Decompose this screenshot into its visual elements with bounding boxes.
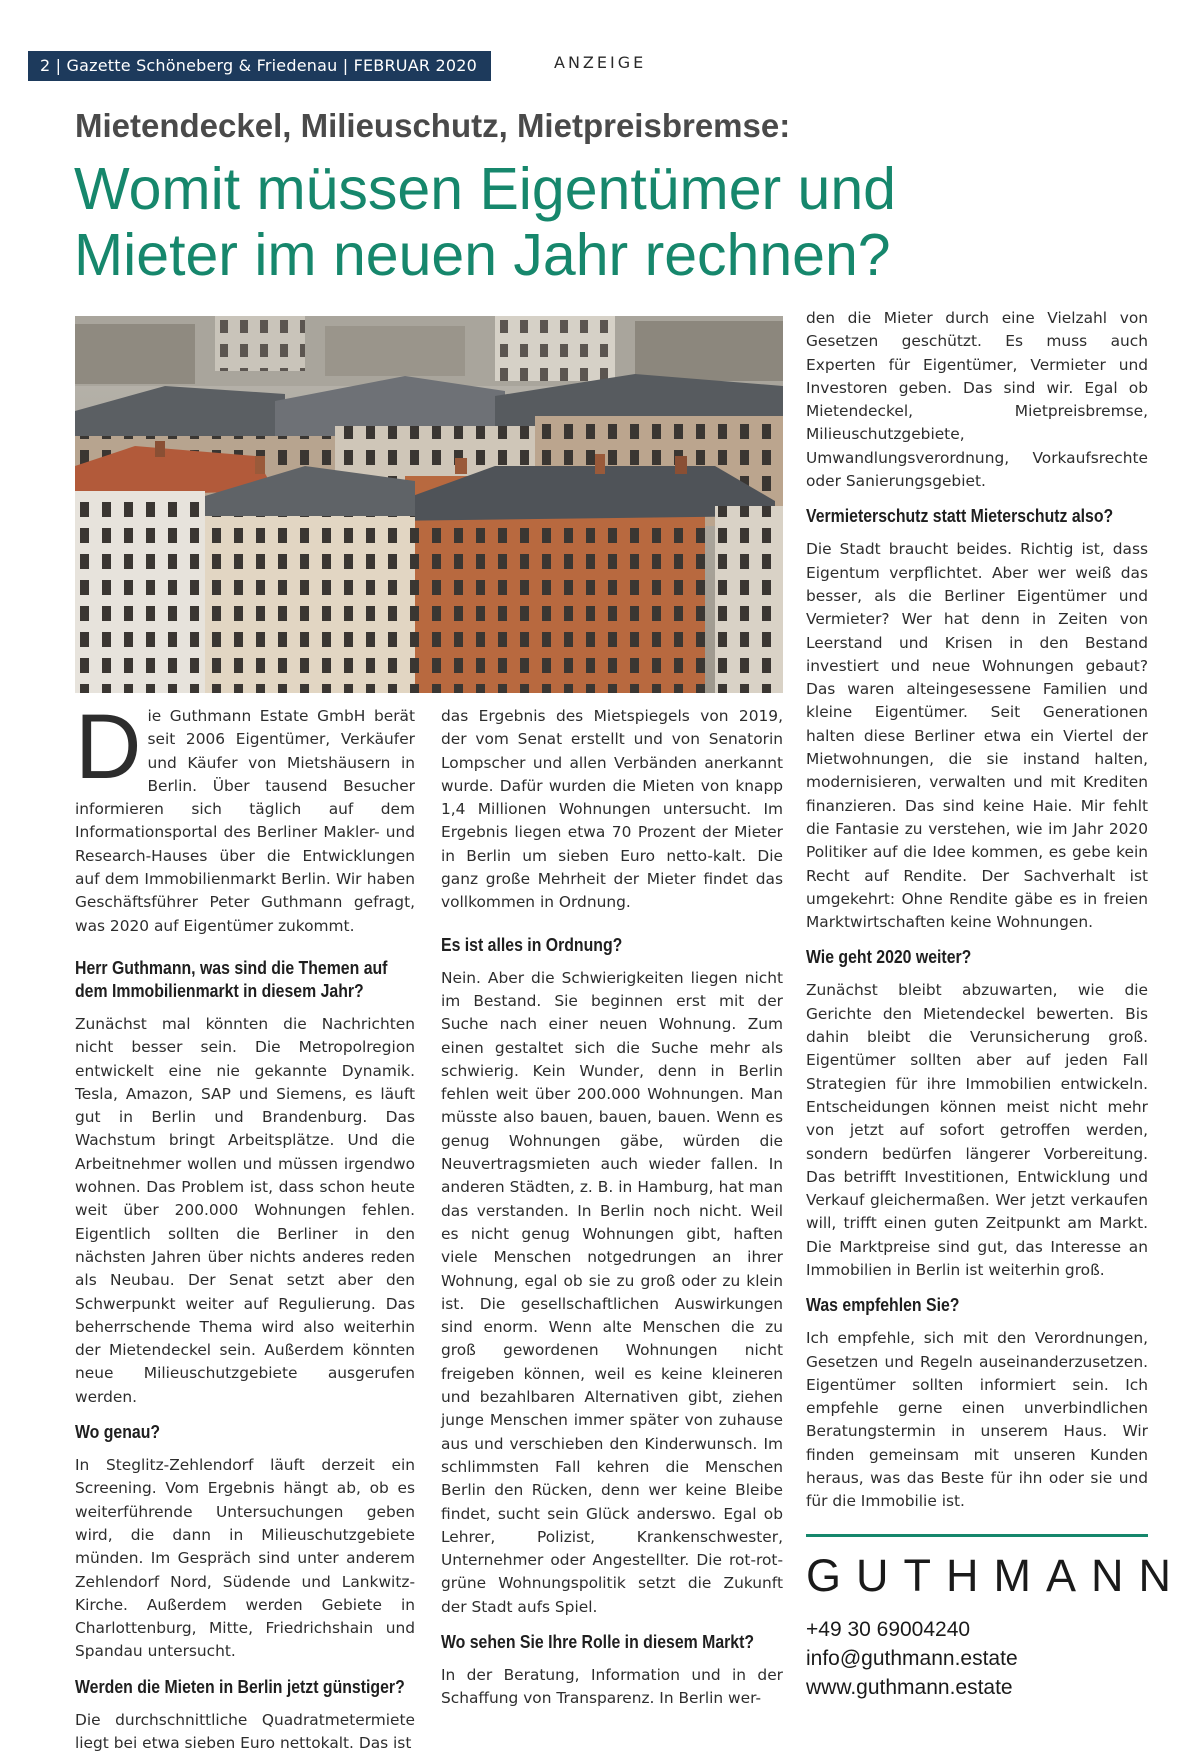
city-rooftops-photo xyxy=(75,316,783,693)
contact-block xyxy=(806,1615,1148,1702)
intro-text: ie Guthmann Estate GmbH berät seit 2006 Eigentümer, Verkäufer und Käufer von Mietshäusern in Berlin. Über tausend Besucher informieren sich täglich auf dem Informationsportal des Berliner Makler- und Research-Hauses über die Entwicklungen auf dem Immobilienmarkt Berlin. Wir haben Geschäftsführer Peter Guthmann gefragt, was 2020 auf Eigentümer zukommt. xyxy=(75,707,415,935)
article-column-2 xyxy=(441,705,783,1711)
question-topics: Herr Guthmann, was sind die Themen auf dem Immobilienmarkt in diesem Jahr? xyxy=(75,957,388,1001)
guthmann-logo: GUTHMANN xyxy=(806,1549,1186,1601)
question-role: Wo sehen Sie Ihre Rolle in diesem Markt? xyxy=(441,1631,755,1652)
green-divider xyxy=(806,1534,1148,1537)
headline-line-1: Womit müssen Eigentümer und xyxy=(74,156,896,222)
issue-line: 2 | Gazette Schöneberg & Friedenau | FEBRUAR 2020 xyxy=(40,56,477,75)
intro-paragraph xyxy=(75,696,415,938)
contact-website[interactable]: www.guthmann.estate xyxy=(806,1675,1013,1699)
headline-line-2: Mieter im neuen Jahr rechnen? xyxy=(74,222,891,288)
question-outlook: Wie geht 2020 weiter? xyxy=(806,947,972,968)
article-column-3 xyxy=(806,307,1186,1702)
question-where: Wo genau? xyxy=(75,1422,161,1443)
article-kicker: Mietendeckel, Milieuschutz, Mietpreisbremse: xyxy=(75,107,791,144)
article-column-1 xyxy=(75,696,415,1755)
role-continued: den die Mieter durch eine Vielzahl von Gesetzen geschützt. Es muss auch Experten für Eigentümer, Vermieter und Investoren geben. Das sind wir. Egal ob Mietendeckel, Mietpreisbremse, Milieuschutzgebiete, Umwandlungsverordnung, Vorkaufsrechte oder Sanierungsgebiet. xyxy=(806,309,1148,491)
answer-role: In der Beratung, Information und in der Schaffung von Transparenz. In Berlin wer- xyxy=(441,1665,783,1708)
question-rents: Werden die Mieten in Berlin jetzt günstiger? xyxy=(75,1676,405,1697)
drop-cap: D xyxy=(75,696,142,798)
issue-bar xyxy=(28,51,491,81)
rents-continued: das Ergebnis des Mietspiegels von 2019, der vom Senat erstellt und von Senatorin Lompscher und allen Verbänden anerkannt wurde. Dafür wurden die Mieten von knapp 1,4 Millionen Wohnungen untersucht. Im Ergebnis liegen etwa 70 Prozent der Mieter in Berlin um sieben Euro netto-kalt. Die ganz große Mehrheit der Mieter findet das vollkommen in Ordnung. xyxy=(441,707,783,912)
contact-email[interactable]: info@guthmann.estate xyxy=(806,1646,1018,1670)
answer-where: In Steglitz-Zehlendorf läuft derzeit ein Screening. Vom Ergebnis hängt ab, ob es weiterführende Untersuchungen geben wird, die dann in Milieuschutzgebiete münden. Im Gespräch sind unter anderem Zehlendorf Nord, Südende und Lankwitz-Kirche. Außerdem werden Gebiete in Charlottenburg, Mitte, Friedrichshain und Spandau untersucht. xyxy=(75,1456,415,1661)
answer-outlook: Zunächst bleibt abzuwarten, wie die Gerichte den Mietendeckel bewerten. Bis dahin bleibt die Verunsicherung groß. Eigentümer sollten aber auf jeden Fall Strategien für ihre Immobilien entwickeln. Entscheidungen können meist nicht mehr von jetzt auf sofort getroffen werden, sondern bedürfen längerer Vorbereitung. Das betrifft Investitionen, Entwicklung und Verkauf gleichermaßen. Wer jetzt verkaufen will, trifft einen guten Zeitpunkt am Markt. Die Marktpreise sind gut, das Interesse an Immobilien in Berlin ist weiterhin groß. xyxy=(806,981,1148,1279)
question-landlord-protection: Vermieterschutz statt Mieterschutz also? xyxy=(806,506,1114,527)
answer-topics: Zunächst mal könnten die Nachrichten nicht besser sein. Die Metropolregion entwickelt eine nie gekannte Dynamik. Tesla, Amazon, SAP und Siemens, es läuft gut in Berlin und Brandenburg. Das Wachstum bringt Arbeitsplätze. Und die Arbeitnehmer wollen und müssen irgendwo wohnen. Das Problem ist, dass schon heute weit über 200.000 Wohnungen fehlen. Eigentlich sollten die Berliner in den nächsten Jahren über nichts anderes reden als Neubau. Der Senat setzt aber den Schwerpunkt weiter auf Regulierung. Das beherrschende Thema wird also weiterhin der Mietendeckel sein. Außerdem könnten neue Milieuschutzgebiete ausgerufen werden. xyxy=(75,1014,415,1406)
ad-label: ANZEIGE xyxy=(554,53,647,72)
answer-rents: Die durchschnittliche Quadratmetermiete liegt bei etwa sieben Euro nettokalt. Das ist xyxy=(75,1710,415,1752)
article-headline xyxy=(74,156,1174,288)
answer-recommendation: Ich empfehle, sich mit den Verordnungen, Gesetzen und Regeln auseinanderzusetzen. Eigentümer sollten informiert sein. Ich empfehle gerne einen unverbindlichen Beratungstermin in unserem Haus. Wir finden gemeinsam mit unseren Kunden heraus, was das Beste für ihn oder sie und für die Immobilie ist. xyxy=(806,1329,1148,1511)
question-all-fine: Es ist alles in Ordnung? xyxy=(441,934,623,955)
answer-all-fine: Nein. Aber die Schwierigkeiten liegen nicht im Bestand. Sie beginnen erst mit der Suche nach einer neuen Wohnung. Zum einen gestaltet sich die Suche mehr als schwierig. Kein Wunder, denn in Berlin fehlen weit über 200.000 Wohnungen. Man müsste also bauen, bauen, bauen. Wenn es genug Wohnungen gäbe, würden die Neuvertragsmieten auch wieder fallen. In anderen Städten, z. B. in Hamburg, hat man das verstanden. In Berlin noch nicht. Weil es nicht genug Wohnungen gibt, haften viele Menschen notgedrungen an ihrer Wohnung, egal ob sie zu groß oder zu klein ist. Die gesellschaftlichen Auswirkungen sind enorm. Wenn alte Menschen die zu groß gewordenen Wohnungen nicht freigeben können, weil es keine kleineren und bezahlbaren Alternativen gibt, ziehen junge Menschen immer später von zuhause aus und verschieben den Kinderwunsch. Im schlimmsten Fall kehren die Menschen Berlin den Rücken, denn wer keine Bleibe findet, sucht sein Glück anderswo. Egal ob Lehrer, Polizist, Krankenschwester, Unternehmer oder Angestellter. Die rot-rot-grüne Wohnungspolitik setzt die Zukunft der Stadt aufs Spiel. xyxy=(441,968,783,1616)
contact-phone[interactable]: +49 30 69004240 xyxy=(806,1617,971,1641)
answer-landlord-protection: Die Stadt braucht beides. Richtig ist, dass Eigentum verpflichtet. Aber wer weiß das besser, als die Berliner Eigentümer und Vermieter? Wer hat denn in Zeiten von Leerstand und Krisen in den Bestand investiert und neue Wohnungen gebaut? Das waren alteingesessene Familien und kleine Eigentümer. Seit Generationen halten diese Berliner etwa ein Viertel der Mietwohnungen, die sie instand halten, modernisieren, verwalten und mit Krediten finanzieren. Das sind keine Haie. Mir fehlt die Fantasie zu verstehen, wie im Jahr 2020 Politiker auf die Idee kommen, es gebe kein Recht auf Rendite. Der Sachverhalt ist umgekehrt: Ohne Rendite gäbe es in freien Marktwirtschaften keine Wohnungen. xyxy=(806,540,1148,932)
question-recommendation: Was empfehlen Sie? xyxy=(806,1295,960,1316)
